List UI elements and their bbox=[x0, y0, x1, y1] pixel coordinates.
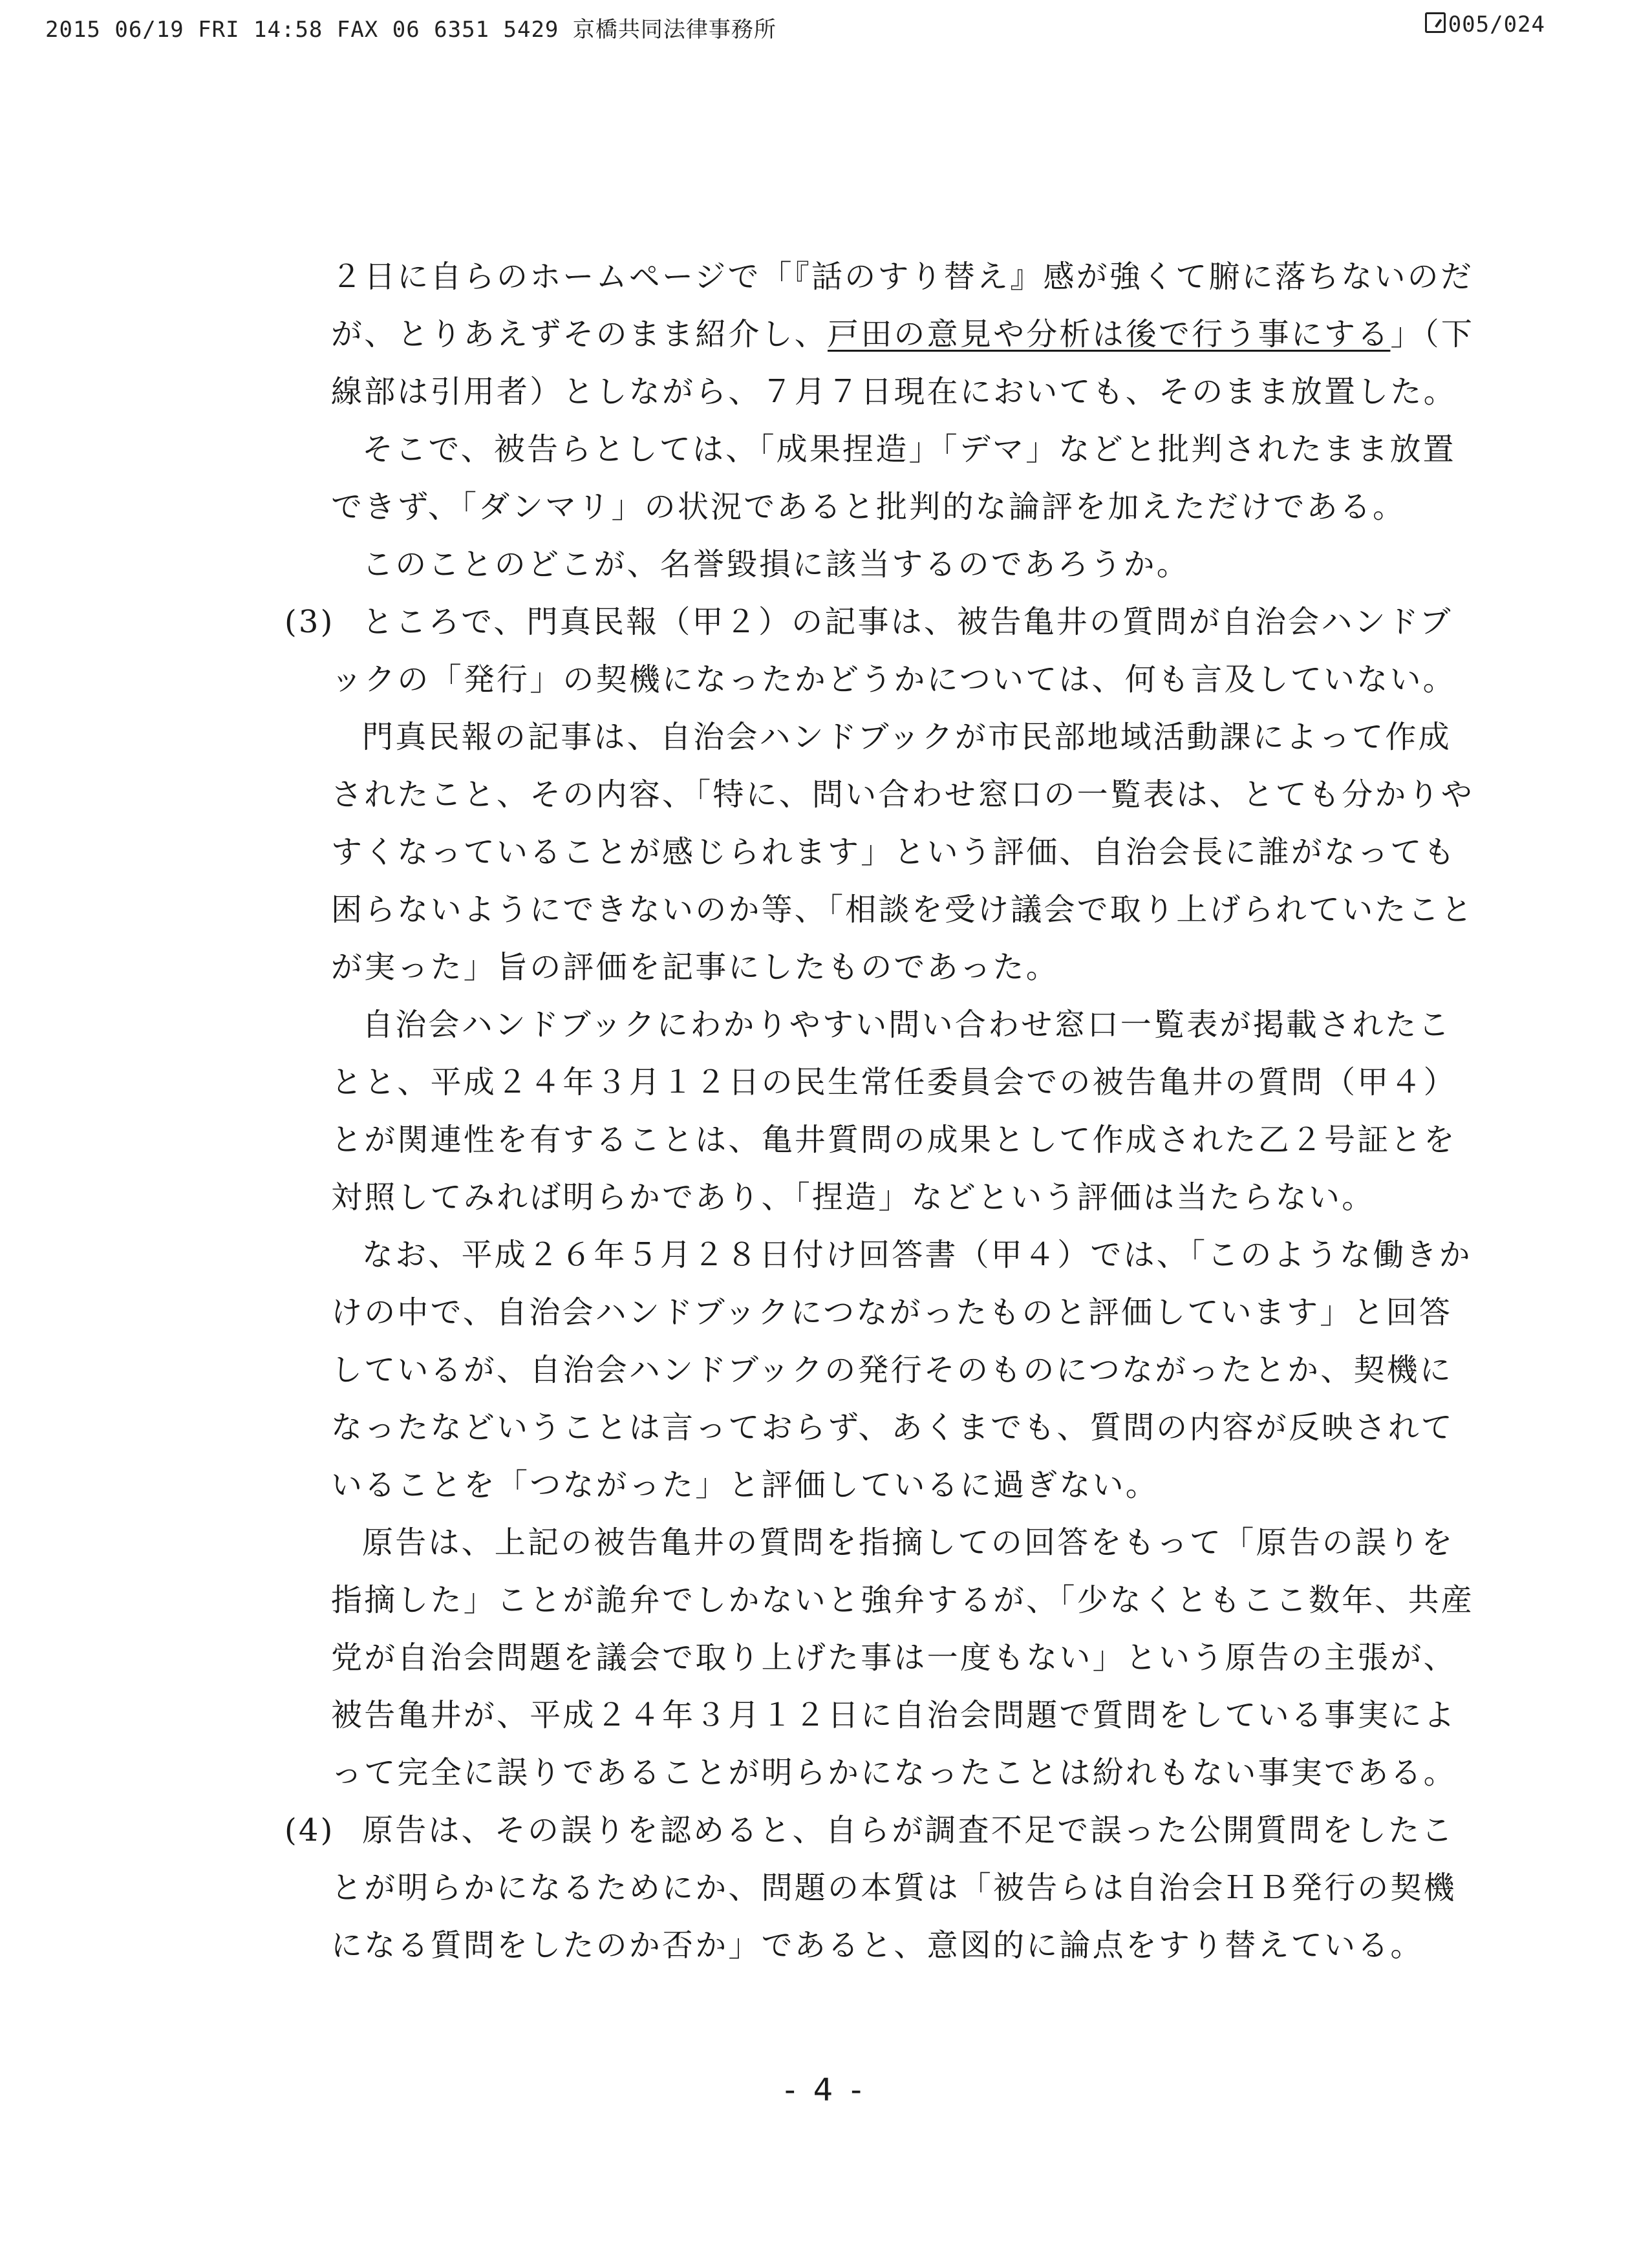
fax-page-count: 005/024 bbox=[1448, 12, 1545, 37]
body-line: できず、「ダンマリ」の状況であると批判的な論評を加えただけである。 bbox=[331, 489, 1406, 525]
body-line: ックの「発行」の契機になったかどうかについては、何も言及していない。 bbox=[331, 661, 1456, 698]
underlined-quote: 戸田の意見や分析は後で行う事にする bbox=[828, 316, 1391, 352]
fax-header bbox=[45, 12, 1545, 44]
body-line: 門真民報の記事は、自治会ハンドブックが市民部地域活動課によって作成 bbox=[362, 719, 1452, 755]
body-line: このことのどこが、名誉毀損に該当するのであろうか。 bbox=[362, 546, 1190, 583]
body-line: ２日に自らのホームページで「『話のすり替え』感が強くて腑に落ちないのだ bbox=[331, 259, 1474, 295]
body-line: 原告は、上記の被告亀井の質問を指摘しての回答をもって「原告の誤りを bbox=[362, 1524, 1455, 1561]
body-line: とが関連性を有することは、亀井質問の成果として作成された乙２号証とを bbox=[331, 1122, 1457, 1158]
body-line: なったなどいうことは言っておらず、あくまでも、質問の内容が反映されて bbox=[331, 1409, 1454, 1446]
body-line: 対照してみれば明らかであり、「捏造」などという評価は当たらない。 bbox=[331, 1179, 1375, 1215]
body-line: が実った」旨の評価を記事にしたものであった。 bbox=[331, 949, 1059, 985]
body-line: が、とりあえずそのまま紹介し、戸田の意見や分析は後で行う事にする」（下 bbox=[331, 316, 1475, 352]
page-number: - 4 - bbox=[784, 2072, 866, 2108]
section-number: (4) bbox=[284, 1812, 335, 1848]
body-line: 自治会ハンドブックにわかりやすい問い合わせ窓口一覧表が掲載されたこ bbox=[362, 1007, 1452, 1043]
body-line: 指摘した」ことが詭弁でしかないと強弁するが、「少なくともここ数年、共産 bbox=[331, 1582, 1475, 1618]
body-line: すくなっていることが感じられます」という評価、自治会長に誰がなっても bbox=[331, 834, 1457, 870]
body-line: 被告亀井が、平成２４年３月１２日に自治会問題で質問をしている事実によ bbox=[331, 1697, 1457, 1733]
body-line: しているが、自治会ハンドブックの発行そのものにつながったとか、契機に bbox=[331, 1352, 1453, 1388]
body-line: 線部は引用者）としながら、７月７日現在においても、そのまま放置した。 bbox=[331, 374, 1457, 410]
body-line: 困らないようにできないのか等、「相談を受け議会で取り上げられていたこと bbox=[331, 892, 1475, 928]
body-line: とが明らかになるためにか、問題の本質は「被告らは自治会ＨＢ発行の契機 bbox=[331, 1870, 1457, 1906]
body-line: なお、平成２６年５月２８日付け回答書（甲４）では、「このような働きか bbox=[362, 1237, 1472, 1273]
body-line: 原告は、その誤りを認めると、自らが調査不足で誤った公開質問をしたこ bbox=[362, 1812, 1455, 1848]
body-line: けの中で、自治会ハンドブックにつながったものと評価しています」と回答 bbox=[331, 1294, 1453, 1331]
body-line: とと、平成２４年３月１２日の民生常任委員会での被告亀井の質問（甲４） bbox=[331, 1064, 1457, 1100]
body-line: いることを「つながった」と評価しているに過ぎない。 bbox=[331, 1467, 1159, 1503]
fax-checkbox-icon bbox=[1425, 12, 1446, 33]
body-line: されたこと、その内容、「特に、問い合わせ窓口の一覧表は、とても分かりや bbox=[331, 776, 1475, 813]
body-line: になる質問をしたのか否か」であると、意図的に論点をすり替えている。 bbox=[331, 1927, 1424, 1963]
body-line: って完全に誤りであることが明らかになったことは紛れもない事実である。 bbox=[331, 1755, 1457, 1791]
fax-page-counter bbox=[1425, 12, 1545, 37]
body-line: 党が自治会問題を議会で取り上げた事は一度もない」という原告の主張が、 bbox=[331, 1640, 1457, 1676]
section-number: (3) bbox=[284, 604, 335, 640]
body-line: そこで、被告らとしては、「成果捏造」「デマ」などと批判されたまま放置 bbox=[362, 431, 1456, 467]
body-line: ところで、門真民報（甲２）の記事は、被告亀井の質問が自治会ハンドブ bbox=[362, 604, 1453, 640]
fax-transmission-info: 2015 06/19 FRI 14:58 FAX 06 6351 5429 京橋共同法律事務所 bbox=[45, 17, 777, 43]
